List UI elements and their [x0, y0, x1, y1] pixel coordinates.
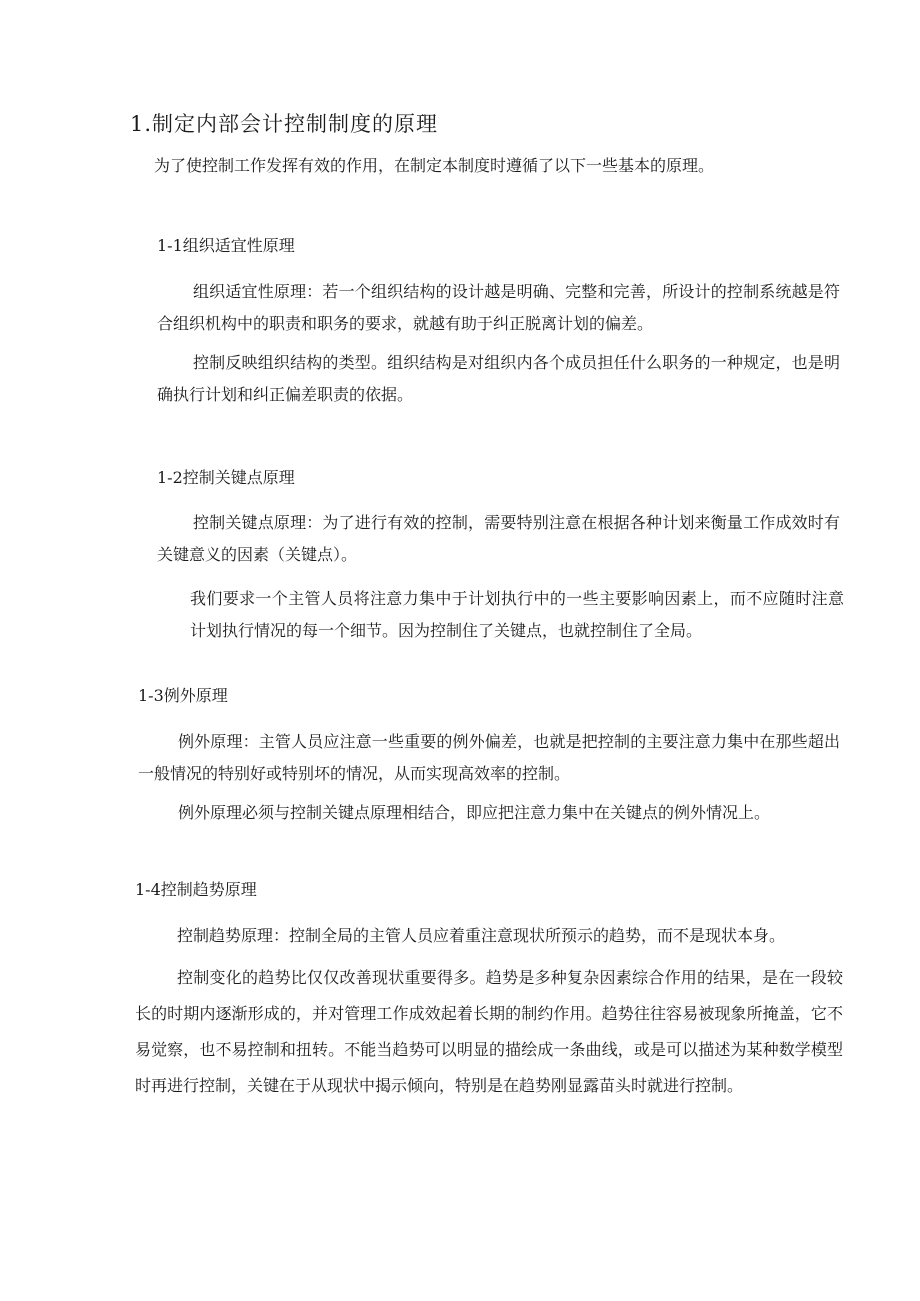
section-1-2-paragraph-2: 我们要求一个主管人员将注意力集中于计划执行中的一些主要影响因素上，而不应随时注意计划执行情况的每一个细节。因为控制住了关键点，也就控制住了全局。: [190, 589, 844, 640]
section-1-1-paragraph-1: 组织适宜性原理：若一个组织结构的设计越是明确、完整和完善，所设计的控制系统越是符合组织机构中的职责和职务的要求，就越有助于纠正脱离计划的偏差。: [157, 282, 840, 333]
section-heading-1-3: 1-3例外原理: [138, 686, 228, 705]
section-1-3-paragraph-2: 例外原理必须与控制关键点原理相结合，即应把注意力集中在关键点的例外情况上。: [178, 803, 771, 822]
section-1-3-paragraph-1: 例外原理：主管人员应注意一些重要的例外偏差，也就是把控制的主要注意力集中在那些超出一般情况的特别好或特别坏的情况，从而实现高效率的控制。: [138, 732, 840, 783]
section-1-4-paragraph-2: 控制变化的趋势比仅仅改善现状重要得多。趋势是多种复杂因素综合作用的结果，是在一段较长的时期内逐渐形成的，并对管理工作成效起着长期的制约作用。趋势往往容易被现象所掩盖，它不易觉察，也不易控制和扭转。不能当趋势可以明显的描绘成一条曲线，或是可以描述为某种数学模型时再进行控制，关键在于从现状中揭示倾向，特别是在趋势刚显露苗头时就进行控制。: [135, 968, 843, 1095]
section-1-4-paragraph-1: 控制趋势原理：控制全局的主管人员应着重注意现状所预示的趋势，而不是现状本身。: [177, 926, 786, 945]
intro-paragraph: 为了使控制工作发挥有效的作用，在制定本制度时遵循了以下一些基本的原理。: [154, 156, 715, 175]
section-heading-1-4: 1-4控制趋势原理: [135, 880, 257, 899]
section-heading-1-2: 1-2控制关键点原理: [157, 468, 295, 487]
section-1-2-paragraph-1: 控制关键点原理：为了进行有效的控制，需要特别注意在根据各种计划来衡量工作成效时有关键意义的因素（关键点）。: [157, 513, 840, 564]
document-title: 1.制定内部会计控制制度的原理: [130, 112, 439, 136]
section-heading-1-1: 1-1组织适宜性原理: [157, 236, 295, 255]
section-1-1-paragraph-2: 控制反映组织结构的类型。组织结构是对组织内各个成员担任什么职务的一种规定，也是明确执行计划和纠正偏差职责的依据。: [157, 353, 840, 404]
